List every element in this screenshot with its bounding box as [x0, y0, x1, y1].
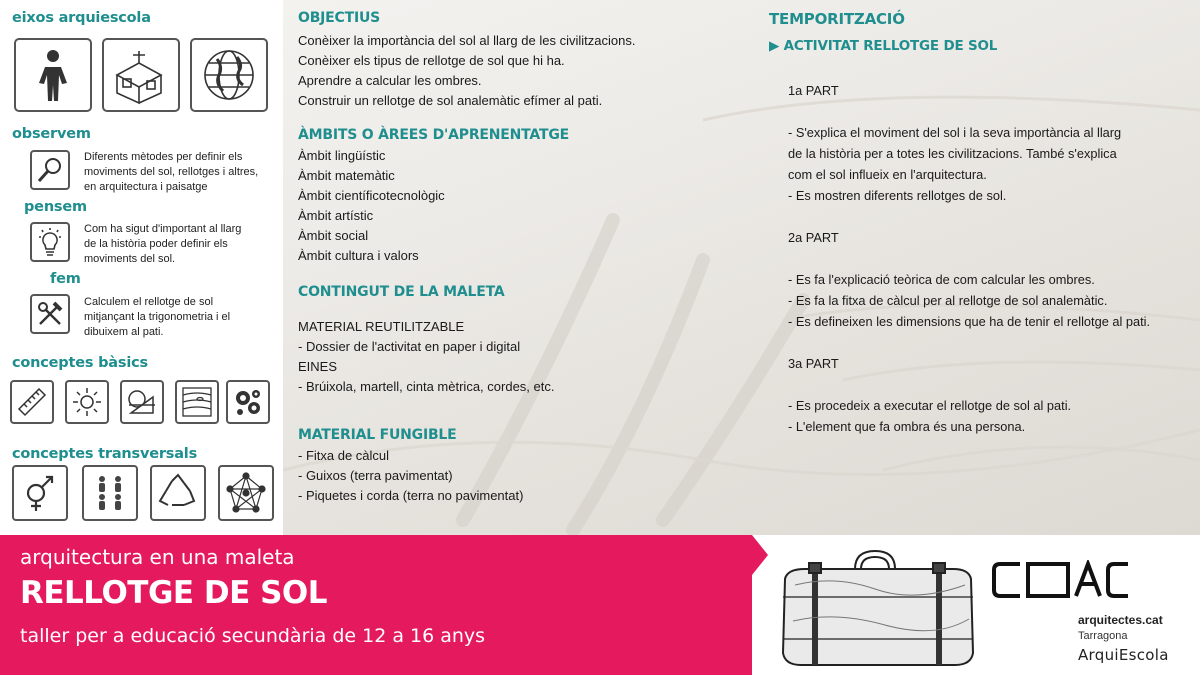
globe-icon	[190, 38, 268, 112]
part2-list: - Es fa l'explicació teòrica de com calcular les ombres. - Es fa la fitxa de càlcul per al rellotge de sol analemàtic. - Es defineixen les dimensions que ha de tenir el rellotge al pati.	[788, 272, 1151, 329]
part3-list: - Es procedeix a executar el rellotge de sol al pati. - L'element que fa ombra és una persona.	[788, 398, 1072, 434]
fem-title: fem	[50, 271, 81, 287]
part1-title: 1a PART	[788, 83, 839, 98]
tools-icon	[30, 294, 70, 334]
title-band-arrow	[752, 535, 768, 575]
conceptes-transversals-title: conceptes transversals	[12, 446, 198, 462]
sun-icon	[65, 380, 109, 424]
eixos-title: eixos arquiescola	[12, 10, 151, 26]
people-icon	[82, 465, 138, 521]
gender-icon	[12, 465, 68, 521]
logo-site: arquitectes.cat	[1078, 613, 1163, 627]
geometry-icon	[120, 380, 164, 424]
wood-icon	[175, 380, 219, 424]
banner-title: RELLOTGE DE SOL	[20, 575, 327, 611]
observem-title: observem	[12, 126, 91, 142]
lightbulb-icon	[30, 222, 70, 262]
part1-list: - S'explica el moviment del sol i la seva importància al llarg de la història per a totes les civilitzacions. També s'explica com el sol influeix en l'arquitectura. - Es mostren diferents rellotges de sol.	[788, 125, 1122, 203]
temporitzacio-title: TEMPORITZACIÓ	[769, 10, 905, 28]
fem-text: Calculem el rellotge de sol mitjançant la trigonometria i el dibuixem al pati.	[84, 296, 231, 338]
conceptes-basics-title: conceptes bàsics	[12, 355, 148, 371]
logo-brand: ArquiEscola	[1078, 646, 1169, 664]
fungible-title: MATERIAL FUNGIBLE	[298, 427, 457, 443]
banner-audience: taller per a educació secundària de 12 a 16 anys	[20, 625, 486, 647]
part3-title: 3a PART	[788, 356, 839, 371]
gears-icon	[226, 380, 270, 424]
activitat-subtitle: ▶ ACTIVITAT RELLOTGE DE SOL	[769, 38, 998, 54]
bottom-banner	[0, 535, 1200, 675]
recycle-icon	[150, 465, 206, 521]
contingut-title: CONTINGUT DE LA MALETA	[298, 284, 505, 300]
magnifier-icon	[30, 150, 70, 190]
contingut-list: MATERIAL REUTILITZABLE - Dossier de l'activitat en paper i digital EINES - Brúixola, martell, cinta mètrica, cordes, etc.	[298, 319, 555, 394]
suitcase-icon	[775, 545, 980, 675]
ambits-list: Àmbit lingüístic Àmbit matemàtic Àmbit científicotecnològic Àmbit artístic Àmbit social Àmbit cultura i valors	[298, 148, 445, 263]
observem-text: Diferents mètodes per definir els moviments del sol, rellotges i altres, en arquitectura i paisatge	[84, 151, 259, 193]
logo-city: Tarragona	[1078, 630, 1128, 642]
objectius-list: Conèixer la importància del sol al llarg de les civilitzacions. Conèixer els tipus de rellotge de sol que hi ha. Aprendre a calcular les ombres. Construir un rellotge de sol analemàtic efímer al pati.	[298, 33, 636, 108]
pensem-title: pensem	[24, 199, 87, 215]
ruler-icon	[10, 380, 54, 424]
building-icon	[102, 38, 180, 112]
objectius-title: OBJECTIUS	[298, 10, 381, 26]
fungible-list: - Fitxa de càlcul - Guixos (terra pavimentat) - Piquetes i corda (terra no pavimentat)	[298, 448, 524, 503]
banner-series: arquitectura en una maleta	[20, 545, 295, 569]
part2-title: 2a PART	[788, 230, 839, 245]
person-icon	[14, 38, 92, 112]
ambits-title: ÀMBITS O ÀREES D'APRENENTATGE	[298, 127, 569, 143]
pensem-text: Com ha sigut d'important al llarg de la història poder definir els moviments del sol.	[84, 223, 242, 265]
coac-logo	[990, 560, 1130, 605]
title-band	[0, 535, 752, 675]
main-content	[283, 0, 1200, 535]
sidebar	[0, 0, 283, 535]
network-icon	[218, 465, 274, 521]
